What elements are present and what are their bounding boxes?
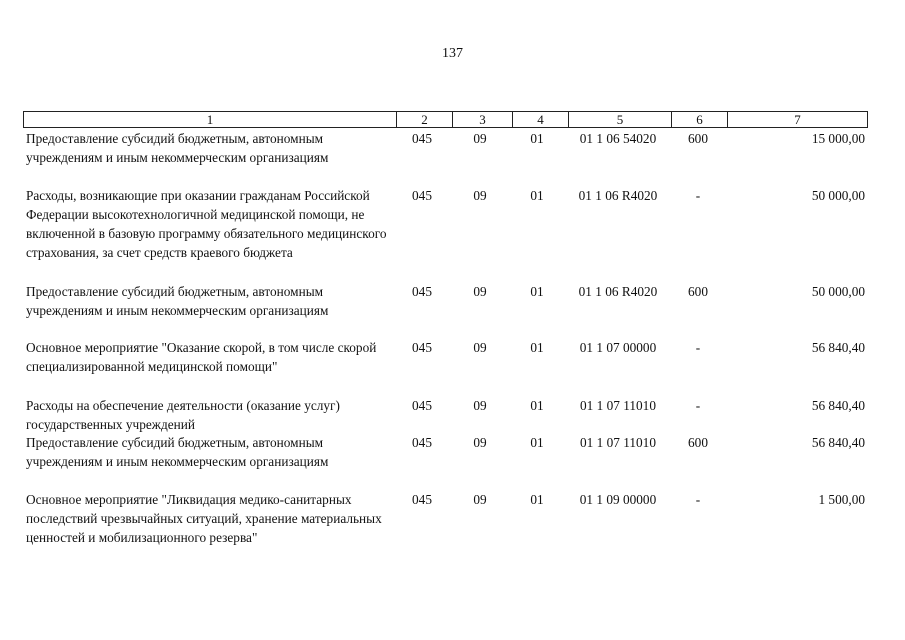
row-name: Расходы, возникающие при оказании гражданам Российской Федерации высокотехнологичной медицинской помощи, не включенной в базовую программу обязательного медицинского страхования, за счет средств краевого бюджета — [26, 188, 387, 260]
row-code-4: 01 — [530, 492, 544, 507]
row-name: Предоставление субсидий бюджетным, автономным учреждениям и иным некоммерческим организациям — [26, 284, 329, 318]
column-header-5: 5 — [568, 112, 671, 127]
column-header-2: 2 — [396, 112, 452, 127]
row-amount: 15 000,00 — [811, 131, 865, 146]
row-code-6: 600 — [688, 284, 708, 299]
row-amount: 56 840,40 — [811, 340, 865, 355]
row-name: Основное мероприятие "Оказание скорой, в том числе скорой специализированной медицинской помощи" — [26, 340, 377, 374]
row-code-5: 01 1 07 11010 — [580, 435, 656, 450]
column-header-1: 1 — [206, 112, 214, 127]
page-number: 137 — [442, 46, 463, 61]
row-code-2: 045 — [412, 340, 432, 355]
row-code-3: 09 — [473, 435, 487, 450]
row-code-2: 045 — [412, 435, 432, 450]
row-code-4: 01 — [530, 398, 544, 413]
row-code-2: 045 — [412, 398, 432, 413]
row-code-3: 09 — [473, 131, 487, 146]
row-code-2: 045 — [412, 188, 432, 203]
column-header-7: 7 — [727, 112, 867, 127]
row-code-2: 045 — [412, 492, 432, 507]
row-code-5: 01 1 07 11010 — [580, 398, 656, 413]
row-code-3: 09 — [473, 340, 487, 355]
row-amount: 56 840,40 — [811, 398, 865, 413]
row-code-4: 01 — [530, 435, 544, 450]
column-header-6: 6 — [671, 112, 727, 127]
row-code-3: 09 — [473, 284, 487, 299]
row-code-2: 045 — [412, 284, 432, 299]
row-code-5: 01 1 07 00000 — [579, 340, 657, 355]
row-code-4: 01 — [530, 284, 544, 299]
row-code-6: - — [695, 340, 701, 355]
row-code-2: 045 — [412, 131, 432, 146]
row-amount: 1 500,00 — [818, 492, 865, 507]
row-code-3: 09 — [473, 398, 487, 413]
row-code-4: 01 — [530, 188, 544, 203]
row-amount: 50 000,00 — [811, 188, 865, 203]
row-name: Предоставление субсидий бюджетным, автономным учреждениям и иным некоммерческим организациям — [26, 131, 329, 165]
row-amount: 56 840,40 — [811, 435, 865, 450]
row-code-6: - — [695, 398, 701, 413]
column-header-3: 3 — [452, 112, 512, 127]
row-code-3: 09 — [473, 188, 487, 203]
table-header — [23, 111, 868, 128]
column-header-4: 4 — [512, 112, 568, 127]
row-code-5: 01 1 06 R4020 — [578, 188, 658, 203]
row-code-4: 01 — [530, 340, 544, 355]
row-code-3: 09 — [473, 492, 487, 507]
row-code-6: 600 — [688, 435, 708, 450]
row-code-5: 01 1 06 R4020 — [578, 284, 658, 299]
row-name: Расходы на обеспечение деятельности (оказание услуг) государственных учреждений — [26, 398, 340, 432]
row-code-6: - — [695, 492, 701, 507]
row-name: Основное мероприятие "Ликвидация медико-санитарных последствий чрезвычайных ситуаций, хранение материальных ценностей и мобилизационного резерва" — [26, 492, 382, 545]
row-code-6: - — [695, 188, 701, 203]
row-amount: 50 000,00 — [811, 284, 865, 299]
row-code-6: 600 — [688, 131, 708, 146]
row-name: Предоставление субсидий бюджетным, автономным учреждениям и иным некоммерческим организациям — [26, 435, 329, 469]
row-code-4: 01 — [530, 131, 544, 146]
row-code-5: 01 1 06 54020 — [579, 131, 657, 146]
row-code-5: 01 1 09 00000 — [579, 492, 657, 507]
